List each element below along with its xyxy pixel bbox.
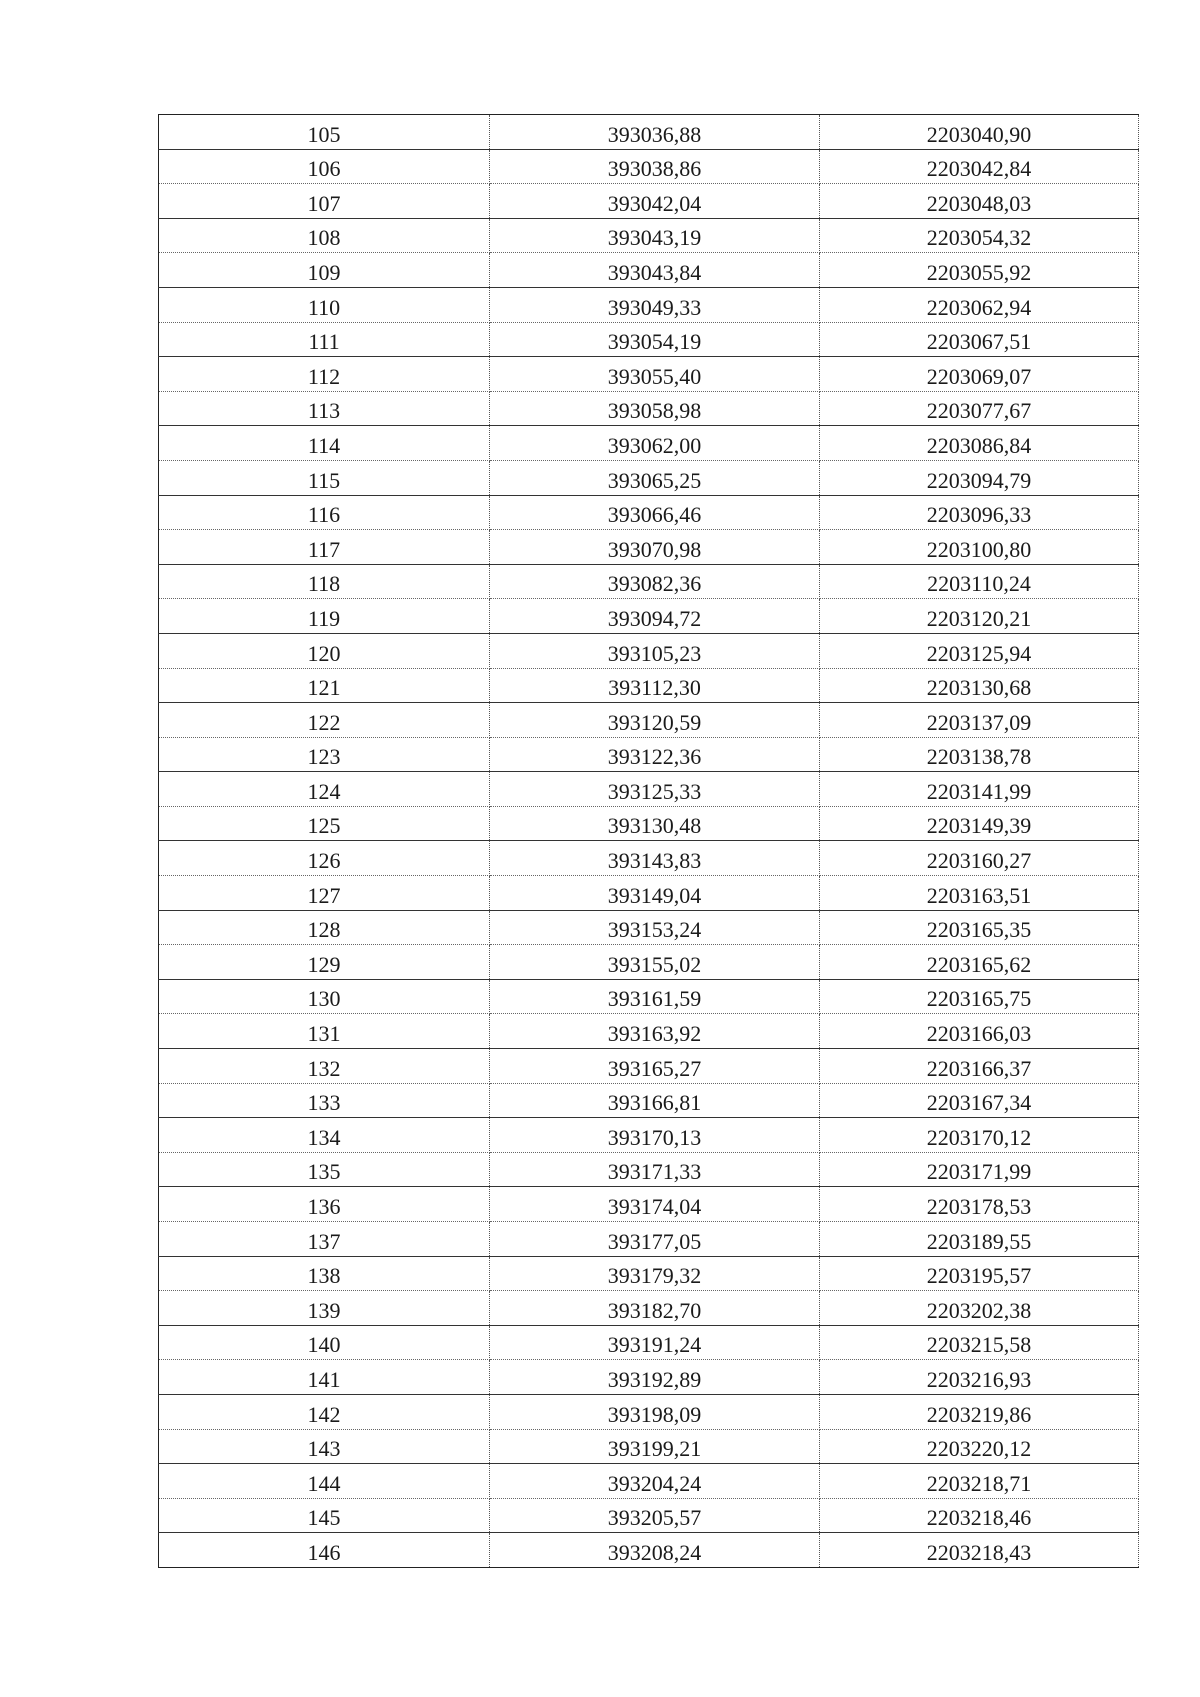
cell-text: 111	[308, 329, 340, 355]
y-coordinate-cell	[820, 633, 1139, 668]
cell-text: 128	[307, 917, 341, 943]
y-coordinate-cell	[820, 1222, 1139, 1257]
x-coordinate-cell	[490, 1256, 820, 1291]
cell-text: 393130,48	[607, 813, 702, 839]
y-coordinate-cell	[820, 184, 1139, 219]
cell-text: 136	[307, 1194, 341, 1219]
point-number-cell	[159, 1118, 490, 1153]
y-coordinate-cell	[820, 460, 1139, 495]
table-row	[159, 1083, 1139, 1118]
cell-text: 2203055,92	[926, 259, 1032, 285]
cell-text: 2203137,09	[926, 709, 1032, 735]
x-coordinate-cell	[490, 876, 820, 911]
cell-text: 393179,32	[607, 1263, 702, 1289]
cell-text: 116	[307, 502, 341, 528]
x-coordinate-cell	[490, 149, 820, 184]
table-row	[159, 1394, 1139, 1429]
cell-text: 141	[307, 1366, 341, 1392]
cell-text: 393042,04	[607, 190, 702, 216]
cell-text: 2203069,07	[926, 363, 1032, 389]
point-number-cell	[159, 564, 490, 599]
point-number-cell	[159, 184, 490, 219]
cell-text: 109	[307, 259, 341, 285]
table-row	[159, 495, 1139, 530]
cell-text: 2203042,84	[926, 156, 1032, 182]
cell-text: 2203120,21	[926, 605, 1032, 631]
point-number-cell	[159, 806, 490, 841]
cell-text: 393049,33	[607, 294, 702, 320]
y-coordinate-cell	[820, 1152, 1139, 1187]
x-coordinate-cell	[490, 1325, 820, 1360]
x-coordinate-cell	[490, 1014, 820, 1049]
cell-text: 125	[307, 813, 341, 839]
x-coordinate-cell	[490, 426, 820, 461]
cell-text: 140	[307, 1332, 341, 1358]
cell-text: 115	[307, 467, 341, 493]
x-coordinate-cell	[490, 979, 820, 1014]
cell-text: 122	[307, 709, 341, 735]
table-row	[159, 287, 1139, 322]
cell-text: 2203149,39	[926, 813, 1032, 839]
point-number-cell	[159, 495, 490, 530]
y-coordinate-cell	[820, 115, 1139, 150]
cell-text: 144	[307, 1470, 341, 1496]
table-row	[159, 1014, 1139, 1049]
cell-text: 393043,84	[607, 259, 702, 285]
cell-text: 393192,89	[607, 1366, 702, 1392]
y-coordinate-cell	[820, 668, 1139, 703]
y-coordinate-cell	[820, 564, 1139, 599]
cell-text: 2203110,24	[927, 571, 1031, 597]
x-coordinate-cell	[490, 564, 820, 599]
cell-text: 2203163,51	[926, 882, 1032, 908]
cell-text: 2203130,68	[926, 675, 1032, 701]
y-coordinate-cell	[820, 357, 1139, 392]
y-coordinate-cell	[820, 149, 1139, 184]
point-number-cell	[159, 1291, 490, 1326]
coordinates-table-body	[159, 115, 1139, 1568]
x-coordinate-cell	[490, 737, 820, 772]
y-coordinate-cell	[820, 1118, 1139, 1153]
cell-text: 117	[307, 536, 341, 562]
table-row	[159, 184, 1139, 219]
cell-text: 393070,98	[607, 536, 702, 562]
point-number-cell	[159, 1014, 490, 1049]
cell-text: 2203067,51	[926, 329, 1032, 355]
cell-text: 135	[307, 1159, 341, 1185]
x-coordinate-cell	[490, 599, 820, 634]
x-coordinate-cell	[490, 703, 820, 738]
y-coordinate-cell	[820, 737, 1139, 772]
x-coordinate-cell	[490, 1360, 820, 1395]
cell-text: 124	[307, 778, 341, 804]
cell-text: 132	[307, 1055, 341, 1081]
cell-text: 393120,59	[607, 709, 702, 735]
cell-text: 393174,04	[607, 1194, 702, 1219]
cell-text: 114	[307, 432, 341, 458]
y-coordinate-cell	[820, 1187, 1139, 1222]
table-row	[159, 806, 1139, 841]
table-row	[159, 703, 1139, 738]
table-row	[159, 218, 1139, 253]
y-coordinate-cell	[820, 1256, 1139, 1291]
cell-text: 2203077,67	[926, 398, 1032, 424]
cell-text: 145	[307, 1505, 341, 1531]
y-coordinate-cell	[820, 322, 1139, 357]
cell-text: 121	[307, 675, 341, 701]
cell-text: 393122,36	[607, 744, 702, 770]
point-number-cell	[159, 1360, 490, 1395]
point-number-cell	[159, 1152, 490, 1187]
x-coordinate-cell	[490, 357, 820, 392]
cell-text: 2203096,33	[926, 502, 1032, 528]
table-row	[159, 1291, 1139, 1326]
y-coordinate-cell	[820, 218, 1139, 253]
y-coordinate-cell	[820, 1083, 1139, 1118]
cell-text: 393182,70	[607, 1297, 702, 1323]
y-coordinate-cell	[820, 876, 1139, 911]
cell-text: 118	[307, 571, 341, 597]
cell-text: 393036,88	[607, 121, 702, 147]
x-coordinate-cell	[490, 633, 820, 668]
point-number-cell	[159, 772, 490, 807]
y-coordinate-cell	[820, 530, 1139, 565]
cell-text: 2203202,38	[926, 1297, 1032, 1323]
x-coordinate-cell	[490, 841, 820, 876]
table-row	[159, 426, 1139, 461]
cell-text: 142	[307, 1401, 341, 1427]
cell-text: 2203170,12	[926, 1124, 1032, 1150]
cell-text: 2203220,12	[926, 1436, 1032, 1462]
cell-text: 2203189,55	[926, 1228, 1032, 1254]
x-coordinate-cell	[490, 772, 820, 807]
cell-text: 2203125,94	[926, 640, 1032, 666]
cell-text: 107	[307, 190, 341, 216]
point-number-cell	[159, 322, 490, 357]
y-coordinate-cell	[820, 1325, 1139, 1360]
point-number-cell	[159, 253, 490, 288]
point-number-cell	[159, 357, 490, 392]
cell-text: 106	[307, 156, 341, 182]
cell-text: 120	[307, 640, 341, 666]
y-coordinate-cell	[820, 1498, 1139, 1533]
table-row	[159, 1152, 1139, 1187]
point-number-cell	[159, 599, 490, 634]
point-number-cell	[159, 633, 490, 668]
x-coordinate-cell	[490, 391, 820, 426]
cell-text: 126	[307, 848, 341, 874]
point-number-cell	[159, 391, 490, 426]
table-row	[159, 149, 1139, 184]
table-row	[159, 979, 1139, 1014]
cell-text: 110	[307, 294, 341, 320]
table-row	[159, 876, 1139, 911]
point-number-cell	[159, 530, 490, 565]
cell-text: 393065,25	[607, 467, 702, 493]
point-number-cell	[159, 945, 490, 980]
table-row	[159, 253, 1139, 288]
point-number-cell	[159, 979, 490, 1014]
table-row	[159, 1360, 1139, 1395]
x-coordinate-cell	[490, 1394, 820, 1429]
y-coordinate-cell	[820, 253, 1139, 288]
cell-text: 123	[307, 744, 341, 770]
table-row	[159, 599, 1139, 634]
table-row	[159, 633, 1139, 668]
table-row	[159, 357, 1139, 392]
y-coordinate-cell	[820, 703, 1139, 738]
cell-text: 2203167,34	[926, 1090, 1032, 1116]
table-row	[159, 910, 1139, 945]
cell-text: 2203165,35	[926, 917, 1032, 943]
y-coordinate-cell	[820, 1360, 1139, 1395]
cell-text: 393163,92	[607, 1021, 702, 1047]
table-row	[159, 841, 1139, 876]
cell-text: 2203160,27	[926, 848, 1032, 874]
cell-text: 393205,57	[607, 1505, 702, 1531]
point-number-cell	[159, 1429, 490, 1464]
table-row	[159, 530, 1139, 565]
cell-text: 2203138,78	[926, 744, 1032, 770]
point-number-cell	[159, 1464, 490, 1499]
x-coordinate-cell	[490, 1187, 820, 1222]
point-number-cell	[159, 703, 490, 738]
cell-text: 393125,33	[607, 778, 702, 804]
point-number-cell	[159, 1222, 490, 1257]
x-coordinate-cell	[490, 910, 820, 945]
cell-text: 393143,83	[607, 848, 702, 874]
table-row	[159, 737, 1139, 772]
x-coordinate-cell	[490, 1118, 820, 1153]
point-number-cell	[159, 1533, 490, 1568]
cell-text: 393199,21	[607, 1436, 702, 1462]
point-number-cell	[159, 1256, 490, 1291]
cell-text: 2203141,99	[926, 778, 1032, 804]
cell-text: 108	[307, 225, 341, 251]
cell-text: 2203048,03	[926, 190, 1032, 216]
cell-text: 393208,24	[607, 1539, 702, 1565]
table-row	[159, 1118, 1139, 1153]
cell-text: 393149,04	[607, 882, 702, 908]
cell-text: 393055,40	[607, 363, 702, 389]
coordinates-table	[158, 114, 1139, 1568]
cell-text: 393105,23	[607, 640, 702, 666]
y-coordinate-cell	[820, 426, 1139, 461]
cell-text: 2203195,57	[926, 1263, 1032, 1289]
x-coordinate-cell	[490, 1083, 820, 1118]
cell-text: 134	[307, 1124, 341, 1150]
table-row	[159, 945, 1139, 980]
cell-text: 2203100,80	[926, 536, 1032, 562]
x-coordinate-cell	[490, 115, 820, 150]
cell-text: 2203166,03	[926, 1021, 1032, 1047]
cell-text: 393054,19	[607, 329, 702, 355]
x-coordinate-cell	[490, 460, 820, 495]
cell-text: 2203166,37	[926, 1055, 1032, 1081]
point-number-cell	[159, 460, 490, 495]
cell-text: 146	[307, 1539, 341, 1565]
point-number-cell	[159, 737, 490, 772]
point-number-cell	[159, 218, 490, 253]
cell-text: 2203178,53	[926, 1194, 1032, 1219]
x-coordinate-cell	[490, 1049, 820, 1084]
cell-text: 130	[307, 986, 341, 1012]
cell-text: 2203086,84	[926, 432, 1032, 458]
cell-text: 131	[307, 1021, 341, 1047]
point-number-cell	[159, 1325, 490, 1360]
cell-text: 393153,24	[607, 917, 702, 943]
y-coordinate-cell	[820, 1014, 1139, 1049]
point-number-cell	[159, 1049, 490, 1084]
cell-text: 119	[307, 605, 341, 631]
cell-text: 393112,30	[608, 675, 701, 701]
cell-text: 393161,59	[607, 986, 702, 1012]
x-coordinate-cell	[490, 806, 820, 841]
table-row	[159, 564, 1139, 599]
cell-text: 139	[307, 1297, 341, 1323]
table-row	[159, 1533, 1139, 1568]
x-coordinate-cell	[490, 253, 820, 288]
cell-text: 393170,13	[607, 1124, 702, 1150]
point-number-cell	[159, 1083, 490, 1118]
point-number-cell	[159, 1187, 490, 1222]
point-number-cell	[159, 876, 490, 911]
cell-text: 137	[307, 1228, 341, 1254]
cell-text: 2203040,90	[926, 121, 1032, 147]
x-coordinate-cell	[490, 1464, 820, 1499]
point-number-cell	[159, 115, 490, 150]
y-coordinate-cell	[820, 841, 1139, 876]
y-coordinate-cell	[820, 1291, 1139, 1326]
y-coordinate-cell	[820, 1464, 1139, 1499]
cell-text: 393043,19	[607, 225, 702, 251]
table-row	[159, 772, 1139, 807]
y-coordinate-cell	[820, 1049, 1139, 1084]
cell-text: 127	[307, 882, 341, 908]
point-number-cell	[159, 426, 490, 461]
x-coordinate-cell	[490, 530, 820, 565]
cell-text: 393062,00	[607, 432, 702, 458]
point-number-cell	[159, 841, 490, 876]
y-coordinate-cell	[820, 1394, 1139, 1429]
y-coordinate-cell	[820, 772, 1139, 807]
table-row	[159, 1222, 1139, 1257]
cell-text: 2203219,86	[926, 1401, 1032, 1427]
cell-text: 393066,46	[607, 502, 702, 528]
y-coordinate-cell	[820, 806, 1139, 841]
cell-text: 2203216,93	[926, 1366, 1032, 1392]
point-number-cell	[159, 1394, 490, 1429]
x-coordinate-cell	[490, 184, 820, 219]
table-row	[159, 1049, 1139, 1084]
x-coordinate-cell	[490, 218, 820, 253]
table-row	[159, 391, 1139, 426]
y-coordinate-cell	[820, 1533, 1139, 1568]
cell-text: 112	[307, 363, 341, 389]
cell-text: 2203215,58	[926, 1332, 1032, 1358]
cell-text: 393166,81	[607, 1090, 702, 1116]
table-row	[159, 1256, 1139, 1291]
cell-text: 393165,27	[607, 1055, 702, 1081]
cell-text: 2203062,94	[926, 294, 1032, 320]
cell-text: 393171,33	[607, 1159, 702, 1185]
cell-text: 2203165,62	[926, 951, 1032, 977]
cell-text: 2203171,99	[926, 1159, 1032, 1185]
cell-text: 2203218,46	[926, 1505, 1032, 1531]
x-coordinate-cell	[490, 322, 820, 357]
x-coordinate-cell	[490, 945, 820, 980]
point-number-cell	[159, 910, 490, 945]
x-coordinate-cell	[490, 1429, 820, 1464]
cell-text: 2203054,32	[926, 225, 1032, 251]
cell-text: 2203094,79	[926, 467, 1032, 493]
cell-text: 393204,24	[607, 1470, 702, 1496]
table-row	[159, 1464, 1139, 1499]
y-coordinate-cell	[820, 1429, 1139, 1464]
cell-text: 2203218,71	[926, 1470, 1032, 1496]
cell-text: 393191,24	[607, 1332, 702, 1358]
cell-text: 393038,86	[607, 156, 702, 182]
cell-text: 105	[307, 121, 341, 147]
point-number-cell	[159, 1498, 490, 1533]
y-coordinate-cell	[820, 910, 1139, 945]
cell-text: 138	[307, 1263, 341, 1289]
y-coordinate-cell	[820, 979, 1139, 1014]
table-row	[159, 1429, 1139, 1464]
table-row	[159, 1498, 1139, 1533]
cell-text: 113	[307, 398, 341, 424]
y-coordinate-cell	[820, 599, 1139, 634]
point-number-cell	[159, 668, 490, 703]
cell-text: 393155,02	[607, 951, 702, 977]
cell-text: 133	[307, 1090, 341, 1116]
y-coordinate-cell	[820, 391, 1139, 426]
x-coordinate-cell	[490, 668, 820, 703]
cell-text: 143	[307, 1436, 341, 1462]
table-row	[159, 115, 1139, 150]
cell-text: 393198,09	[607, 1401, 702, 1427]
x-coordinate-cell	[490, 1222, 820, 1257]
x-coordinate-cell	[490, 1498, 820, 1533]
x-coordinate-cell	[490, 1152, 820, 1187]
y-coordinate-cell	[820, 945, 1139, 980]
x-coordinate-cell	[490, 495, 820, 530]
cell-text: 393094,72	[607, 605, 702, 631]
x-coordinate-cell	[490, 1533, 820, 1568]
table-row	[159, 460, 1139, 495]
table-row	[159, 1187, 1139, 1222]
y-coordinate-cell	[820, 495, 1139, 530]
cell-text: 393082,36	[607, 571, 702, 597]
x-coordinate-cell	[490, 1291, 820, 1326]
cell-text: 129	[307, 951, 341, 977]
point-number-cell	[159, 287, 490, 322]
table-row	[159, 668, 1139, 703]
y-coordinate-cell	[820, 287, 1139, 322]
table-row	[159, 1325, 1139, 1360]
cell-text: 393177,05	[607, 1228, 702, 1254]
cell-text: 2203165,75	[926, 986, 1032, 1012]
x-coordinate-cell	[490, 287, 820, 322]
point-number-cell	[159, 149, 490, 184]
cell-text: 2203218,43	[926, 1539, 1032, 1565]
table-row	[159, 322, 1139, 357]
cell-text: 393058,98	[607, 398, 702, 424]
